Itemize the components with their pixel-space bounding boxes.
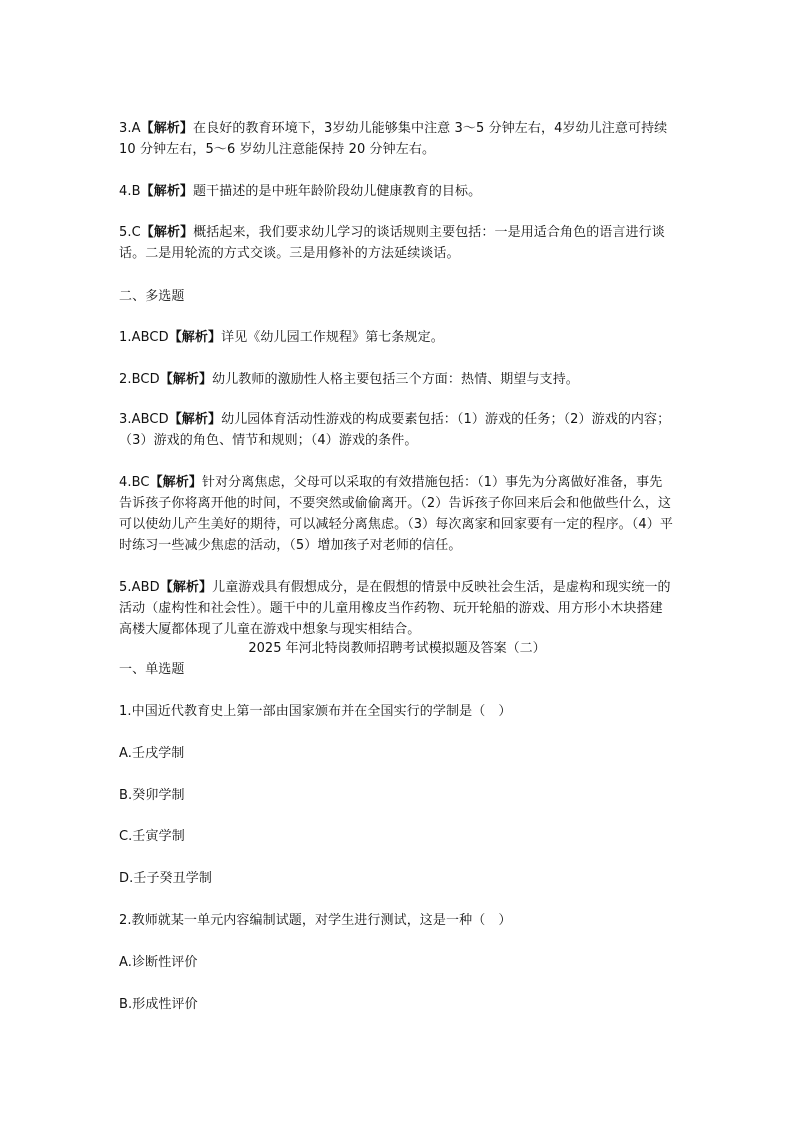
option-d: D.壬子癸丑学制 [119, 871, 212, 886]
answer-text: 针对分离焦虑，父母可以采取的有效措施包括：（1）事先为分离做好准备，事先告诉孩子你将离开他的时间，不要突然或偷偷离开。（2）告诉孩子你回来后会和他做些什么，这可以使幼儿产生美好的期待，可以减轻分离焦虑。（3）每次离家和回家要有一定的程序。（4）平时练习一些减少焦虑的活动，（5）增加孩子对老师的信任。 [119, 475, 673, 553]
option-a: A.诊断性评价 [119, 955, 198, 970]
answer-paragraph [119, 472, 675, 556]
option-b: B.形成性评价 [119, 997, 198, 1012]
analysis-label: 【解析】 [149, 475, 202, 490]
answer-paragraph [119, 577, 675, 640]
option-a: A.壬戌学制 [119, 746, 185, 761]
analysis-label: 【解析】 [159, 372, 213, 387]
analysis-label: 【解析】 [140, 184, 194, 199]
option-c: C.壬寅学制 [119, 829, 185, 844]
exam-title: 2025 年河北特岗教师招聘考试模拟题及答案（二） [248, 641, 546, 656]
answer-prefix: 5.ABD [119, 580, 160, 595]
answer-prefix: 3.ABCD [119, 412, 169, 427]
answer-text: 题干描述的是中班年龄阶段幼儿健康教育的目标。 [193, 184, 482, 199]
analysis-label: 【解析】 [168, 330, 222, 345]
answer-prefix: 3.A [119, 121, 141, 136]
answer-prefix: 1.ABCD [119, 330, 169, 345]
analysis-label: 【解析】 [168, 412, 222, 427]
answer-text: 在良好的教育环境下，3岁幼儿能够集中注意 3～5 分钟左右，4岁幼儿注意可持续 10 分钟左右，5～6 岁幼儿注意能保持 20 分钟左右。 [119, 121, 668, 157]
section-heading-single: 一、单选题 [119, 662, 185, 677]
section-heading-multi: 二、多选题 [119, 289, 185, 304]
answer-text: 儿童游戏具有假想成分，是在假想的情景中反映社会生活，是虚构和现实统一的活动（虚构性和社会性）。题干中的儿童用橡皮当作药物、玩开轮船的游戏、用方形小木块搭建高楼大厦都体现了儿童在游戏中想象与现实相结合。 [119, 580, 671, 637]
answer-prefix: 5.C [119, 225, 141, 240]
question-text: 2.教师就某一单元内容编制试题，对学生进行测试，这是一种（ ） [119, 913, 512, 928]
analysis-label: 【解析】 [140, 121, 194, 136]
answer-prefix: 4.BC [119, 475, 150, 490]
answer-paragraph [119, 222, 675, 264]
answer-paragraph [119, 181, 675, 202]
answer-paragraph [119, 118, 675, 160]
answer-text: 幼儿园体育活动性游戏的构成要素包括：（1）游戏的任务；（2）游戏的内容；（3）游戏的角色、情节和规则；（4）游戏的条件。 [119, 412, 671, 448]
option-b: B.癸卯学制 [119, 788, 185, 803]
analysis-label: 【解析】 [159, 580, 213, 595]
answer-paragraph [119, 369, 675, 390]
answer-prefix: 2.BCD [119, 372, 160, 387]
question-text: 1.中国近代教育史上第一部由国家颁布并在全国实行的学制是（ ） [119, 704, 512, 719]
answer-text: 详见《幼儿园工作规程》第七条规定。 [221, 330, 444, 345]
answer-text: 幼儿教师的激励性人格主要包括三个方面：热情、期望与支持。 [212, 372, 579, 387]
analysis-label: 【解析】 [140, 225, 194, 240]
answer-paragraph [119, 327, 675, 348]
answer-text: 概括起来，我们要求幼儿学习的谈话规则主要包括：一是用适合角色的语言进行谈话。二是用轮流的方式交谈。三是用修补的方法延续谈话。 [119, 225, 665, 261]
answer-paragraph [119, 409, 675, 451]
answer-prefix: 4.B [119, 184, 141, 199]
